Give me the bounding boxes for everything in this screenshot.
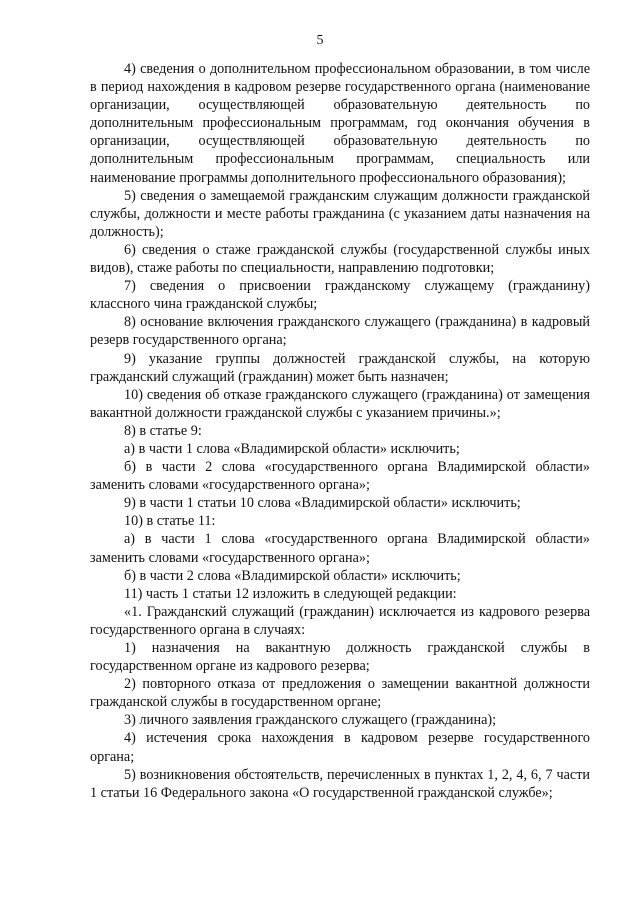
document-body [90,60,590,802]
exclusion-case-5: 5) возникновения обстоятельств, перечисленных в пунктах 1, 2, 4, 6, 7 части 1 статьи 16 Федерального закона «О государственной гражданской службе»; [90,766,590,801]
amendment-8b: б) в части 2 слова «государственного органа Владимирской области» заменить словами «государственного органа»; [90,459,590,494]
paragraph-item-5: 5) сведения о замещаемой гражданским служащим должности гражданской службы, должности и месте работы гражданина (с указанием даты назначения на должность); [90,187,590,240]
amendment-9: 9) в части 1 статьи 10 слова «Владимирской области» исключить; [124,495,521,512]
paragraph-item-10: 10) сведения об отказе гражданского служащего (гражданина) от замещения вакантной должности гражданской службы с указанием причины.»; [90,386,590,421]
exclusion-case-1: 1) назначения на вакантную должность гражданской службы в государственном органе из кадрового резерва; [90,640,590,675]
article-12-part-1: «1. Гражданский служащий (гражданин) исключается из кадрового резерва государственного органа в случаях: [90,603,590,638]
amendment-8a: а) в части 1 слова «Владимирской области» исключить; [124,440,460,457]
amendment-10-heading: 10) в статье 11: [124,513,216,530]
page-number: 5 [316,33,324,48]
amendment-10b: б) в части 2 слова «Владимирской области» исключить; [124,567,461,584]
paragraph-item-4: 4) сведения о дополнительном профессиональном образовании, в том числе в период нахождения в кадровом резерве государственного органа (наименование организации, осуществляющей образовательную деятельность по дополнительным профессиональным программам, год окончания обучения в организации, осуществляющей образовательную деятельность по дополнительным профессиональным программам, специальность или наименование программы дополнительного профессионального образования); [90,61,590,186]
exclusion-case-2: 2) повторного отказа от предложения о замещении вакантной должности гражданской службы в государственном органе; [90,676,590,711]
amendment-11-heading: 11) часть 1 статьи 12 изложить в следующей редакции: [124,585,457,602]
paragraph-item-7: 7) сведения о присвоении гражданскому служащему (гражданину) классного чина гражданской службы; [90,278,590,313]
amendment-8-heading: 8) в статье 9: [124,422,202,439]
exclusion-case-4: 4) истечения срока нахождения в кадровом резерве государственного органа; [90,730,590,765]
paragraph-item-9: 9) указание группы должностей гражданской службы, на которую гражданский служащий (гражданин) может быть назначен; [90,350,590,385]
paragraph-item-6: 6) сведения о стаже гражданской службы (государственной службы иных видов), стаже работы по специальности, направлению подготовки; [90,241,590,277]
exclusion-case-3: 3) личного заявления гражданского служащего (гражданина); [124,712,497,729]
paragraph-item-8: 8) основание включения гражданского служащего (гражданина) в кадровый резерв государственного органа; [90,314,590,349]
amendment-10a: а) в части 1 слова «государственного органа Владимирской области» заменить словами «государственного органа»; [90,531,590,566]
